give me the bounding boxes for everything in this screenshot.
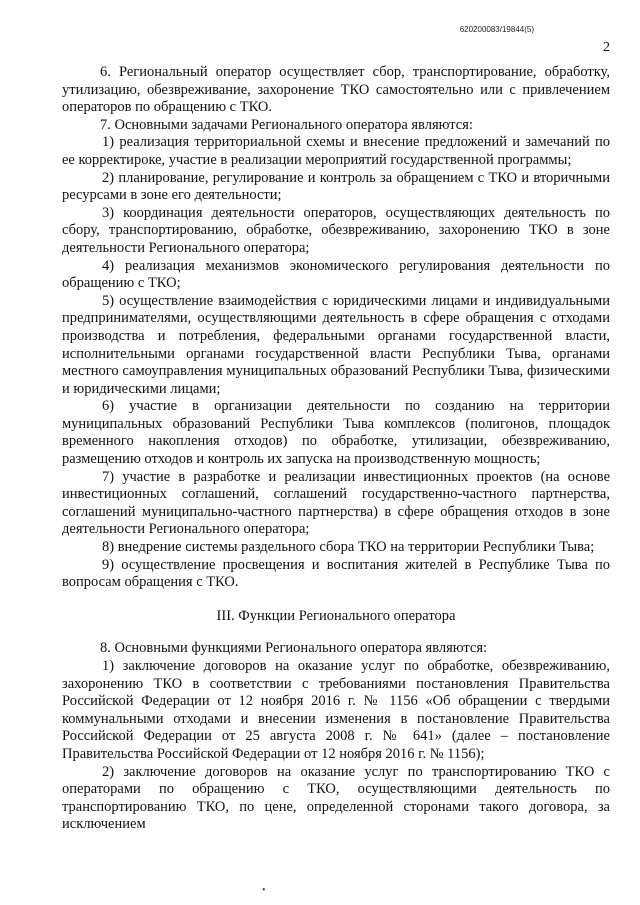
task-item-2: 2) планирование, регулирование и контроль за обращением с ТКО и вторичными ресурсами в зоне его деятельности; — [62, 169, 610, 204]
paragraph-8: 8. Основными функциями Регионального оператора являются: — [100, 640, 488, 657]
paragraph-7: 7. Основными задачами Регионального оператора являются: — [100, 116, 473, 133]
task-item-4: 4) реализация механизмов экономического регулирования деятельности по обращению с ТКО; — [62, 257, 610, 292]
document-number: 620200083/19844(5) — [459, 25, 534, 34]
task-item-7: 7) участие в разработке и реализации инвестиционных проектов (на основе инвестиционных соглашений, соглашений государственно-частного партнерства, соглашений муниципально-частного партнерства) в сфере обращения отходов в зоне деятельности Регионального оператора; — [62, 468, 610, 538]
task-item-8: 8) внедрение системы раздельного сбора ТКО на территории Республики Тыва; — [102, 539, 595, 556]
paragraph-6: 6. Региональный оператор осуществляет сбор, транспортирование, обработку, утилизацию, обезвреживание, захоронение ТКО самостоятельно или с привлечением операторов по обращению с ТКО. — [62, 64, 610, 116]
section-heading: III. Функции Регионального оператора — [216, 607, 456, 624]
document-body — [62, 64, 610, 834]
task-item-1: 1) реализация территориальной схемы и внесение предложений и замечаний по ее корректироке, участие в реализации мероприятий государственной программы; — [62, 134, 610, 168]
task-item-5: 5) осуществление взаимодействия с юридическими лицами и индивидуальными предпринимателями, осуществляющими деятельность в сфере обращения с отходами производства и потребления, федеральными органами государственной власти, исполнительными органами государственной власти Республики Тыва, органами местного самоуправления муниципальных образований Республики Тыва, физическими и юридическими лицами; — [62, 292, 610, 397]
task-item-9: 9) осуществление просвещения и воспитания жителей в Республике Тыва по вопросам обращения с ТКО. — [62, 556, 610, 591]
function-item-2: 2) заключение договоров на оказание услуг по транспортированию ТКО с операторами по обращению с ТКО, осуществляющими деятельность по транспортированию ТКО, по цене, определенной сторонами такого договора, за исключением — [62, 763, 610, 833]
page-number: 2 — [603, 40, 610, 55]
task-item-3: 3) координация деятельности операторов, осуществляющих деятельность по сбору, транспортированию, обработке, обезвреживанию, захоронению ТКО в зоне деятельности Регионального оператора; — [62, 204, 610, 256]
task-item-6: 6) участие в организации деятельности по созданию на территории муниципальных образований Республики Тыва комплексов (полигонов, площадок временного накопления отходов) по обработке, утилизации, обезвреживанию, размещению отходов и контроль их запуска на производственную мощность; — [62, 398, 610, 468]
footer-mark: • — [262, 885, 266, 896]
function-item-1: 1) заключение договоров на оказание услуг по обработке, обезвреживанию, захоронению ТКО в соответствии с требованиями постановления Правительства Российской Федерации от 12 ноября 2016 г. № 1156 «Об обращении с твердыми коммунальными отходами и внесении изменения в постановление Правительства Российской Федерации от 25 августа 2008 г. № 641» (далее – постановление Правительства Российской Федерации от 12 ноября 2016 г. № 1156); — [62, 658, 610, 762]
